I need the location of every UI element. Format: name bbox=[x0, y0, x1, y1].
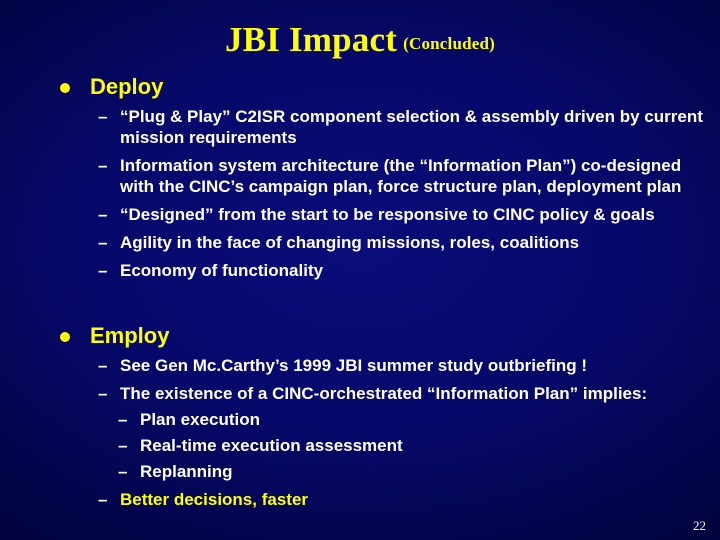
list-item bbox=[118, 461, 678, 482]
list-item bbox=[98, 355, 678, 376]
list-item-text: Information system architecture (the “Information Plan”) co-designed with the CINC’s campaign plan, force structure plan, deployment plan bbox=[120, 156, 682, 196]
list-item-text: Agility in the face of changing missions, roles, coalitions bbox=[120, 233, 580, 252]
list-item bbox=[98, 204, 714, 225]
list-item bbox=[98, 155, 714, 197]
dash-icon: – bbox=[118, 462, 128, 481]
list-item-text: “Designed” from the start to be responsive to CINC policy & goals bbox=[120, 205, 655, 224]
dash-icon: – bbox=[98, 233, 108, 252]
list-item bbox=[98, 232, 714, 253]
list-item-text: “Plug & Play” C2ISR component selection & assembly driven by current mission requirements bbox=[120, 107, 703, 147]
list-item bbox=[98, 260, 714, 281]
dash-icon: – bbox=[98, 107, 108, 126]
deploy-list bbox=[98, 106, 714, 281]
list-item bbox=[98, 489, 678, 510]
list-item bbox=[118, 409, 678, 430]
dash-icon: – bbox=[98, 156, 108, 175]
bullet-dot-icon bbox=[60, 83, 70, 93]
bullet-deploy bbox=[60, 76, 163, 98]
list-item-text: Plan execution bbox=[140, 410, 260, 429]
dash-icon: – bbox=[98, 261, 108, 280]
page-number: 22 bbox=[693, 518, 706, 533]
list-item bbox=[98, 106, 714, 148]
list-item-text: The existence of a CINC-orchestrated “Information Plan” implies: bbox=[120, 384, 648, 403]
dash-icon: – bbox=[118, 436, 128, 455]
dash-icon: – bbox=[118, 410, 128, 429]
list-item-text: See Gen Mc.Carthy’s 1999 JBI summer study outbriefing ! bbox=[120, 356, 588, 375]
slide-title-main: JBI Impact bbox=[224, 20, 398, 59]
bullet-dot-icon bbox=[60, 332, 70, 342]
heading-employ: Employ bbox=[90, 323, 170, 348]
list-item bbox=[98, 383, 678, 404]
dash-icon: – bbox=[98, 205, 108, 224]
list-item bbox=[118, 435, 678, 456]
bullet-employ bbox=[60, 325, 169, 347]
dash-icon: – bbox=[98, 384, 108, 403]
dash-icon: – bbox=[98, 356, 108, 375]
list-item-text: Replanning bbox=[140, 462, 233, 481]
list-item-text: Better decisions, faster bbox=[120, 490, 309, 509]
slide-title-suffix: (Concluded) bbox=[403, 34, 496, 53]
list-item-text: Real-time execution assessment bbox=[140, 436, 403, 455]
slide-title bbox=[0, 22, 720, 57]
employ-list bbox=[98, 355, 678, 510]
dash-icon: – bbox=[98, 490, 108, 509]
heading-deploy: Deploy bbox=[90, 74, 164, 99]
list-item-text: Economy of functionality bbox=[120, 261, 324, 280]
